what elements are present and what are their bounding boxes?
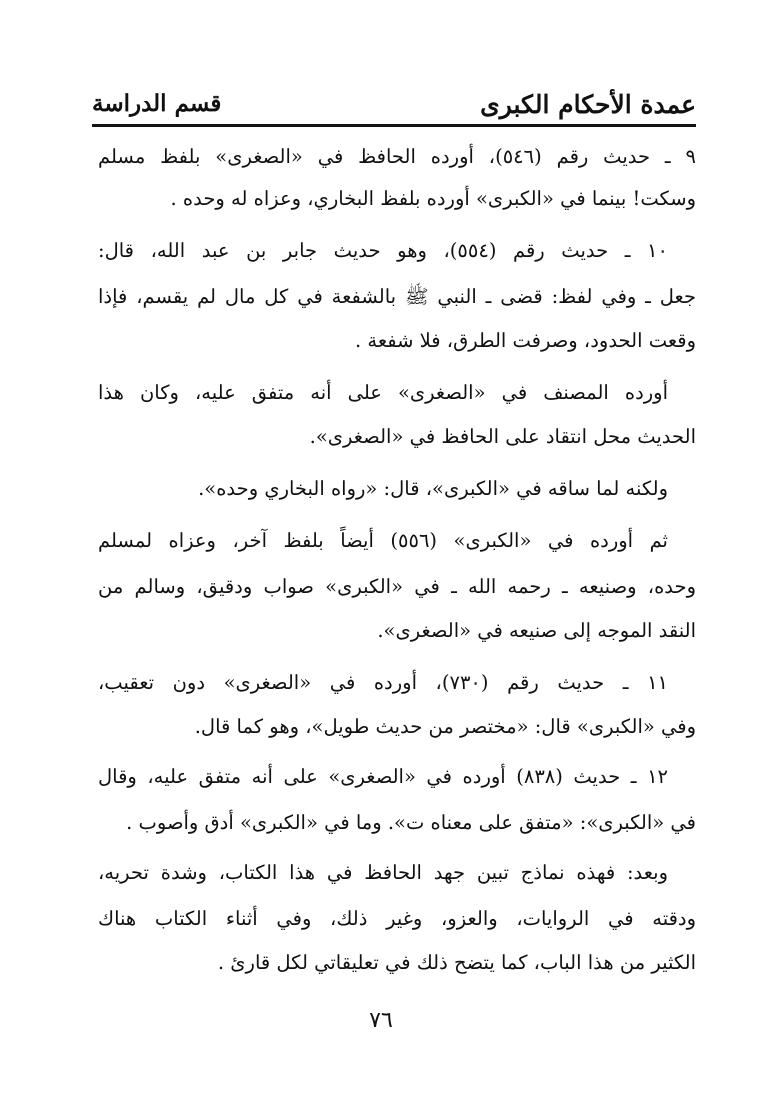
text-line: ١٠ ـ حديث رقم (٥٥٤)، وهو حديث جابر بن عبد الله، قال: xyxy=(98,239,668,262)
section-title: قسم الدراسة xyxy=(92,90,222,117)
text-line: ودقته في الروايات، والعزو، وغير ذلك، وفي أثناء الكتاب هناك xyxy=(98,907,696,930)
text-line: ثم أورده في «الكبرى» (٥٥٦) أيضاً بلفظ آخر، وعزاه لمسلم xyxy=(98,529,668,552)
text-line: وفي «الكبرى» قال: «مختصر من حديث طويل»، وهو كما قال. xyxy=(194,715,696,738)
text-line: ١٢ ـ حديث (٨٣٨) أورده في «الصغرى» على أنه متفق عليه، وقال xyxy=(98,765,669,788)
text-line: الكثير من هذا الباب، كما يتضح ذلك في تعليقاتي لكل قارئ . xyxy=(217,951,696,974)
text-line: وحده، وصنيعه ـ رحمه الله ـ في «الكبرى» صواب ودقيق، وسالم من xyxy=(98,575,696,598)
text-line: الحديث محل انتقاد على الحافظ في «الصغرى». xyxy=(309,425,696,448)
text-line: أورده المصنف في «الصغرى» على أنه متفق عليه، وكان هذا xyxy=(98,381,668,404)
text-line: جعل ـ وفي لفظ: قضى ـ النبي ﷺ بالشفعة في كل مال لم يقسم، فإذا xyxy=(98,285,696,308)
header-rule xyxy=(92,124,696,127)
text-line: ولكنه لما ساقه في «الكبرى»، قال: «رواه البخاري وحده». xyxy=(198,477,668,500)
text-line: وقعت الحدود، وصرفت الطرق، فلا شفعة . xyxy=(354,329,696,352)
text-line: النقد الموجه إلى صنيعه في «الصغرى». xyxy=(377,619,696,642)
book-title: عمدة الأحكام الكبرى xyxy=(480,90,696,119)
text-line: وبعد: فهذه نماذج تبين جهد الحافظ في هذا الكتاب، وشدة تحريه، xyxy=(98,861,668,884)
text-line: ١١ ـ حديث رقم (٧٣٠)، أورده في «الصغرى» دون تعقيب، xyxy=(98,671,669,694)
text-line: وسكت! بينما في «الكبرى» أورده بلفظ البخاري، وعزاه له وحده . xyxy=(170,187,696,210)
text-line: في «الكبرى»: «متفق على معناه ت». وما في «الكبرى» أدق وأصوب . xyxy=(126,811,696,834)
text-line: ٩ ـ حديث رقم (٥٤٦)، أورده الحافظ في «الصغرى» بلفظ مسلم xyxy=(98,145,696,168)
page-number: ٧٦ xyxy=(369,1008,393,1033)
running-header xyxy=(92,88,696,124)
